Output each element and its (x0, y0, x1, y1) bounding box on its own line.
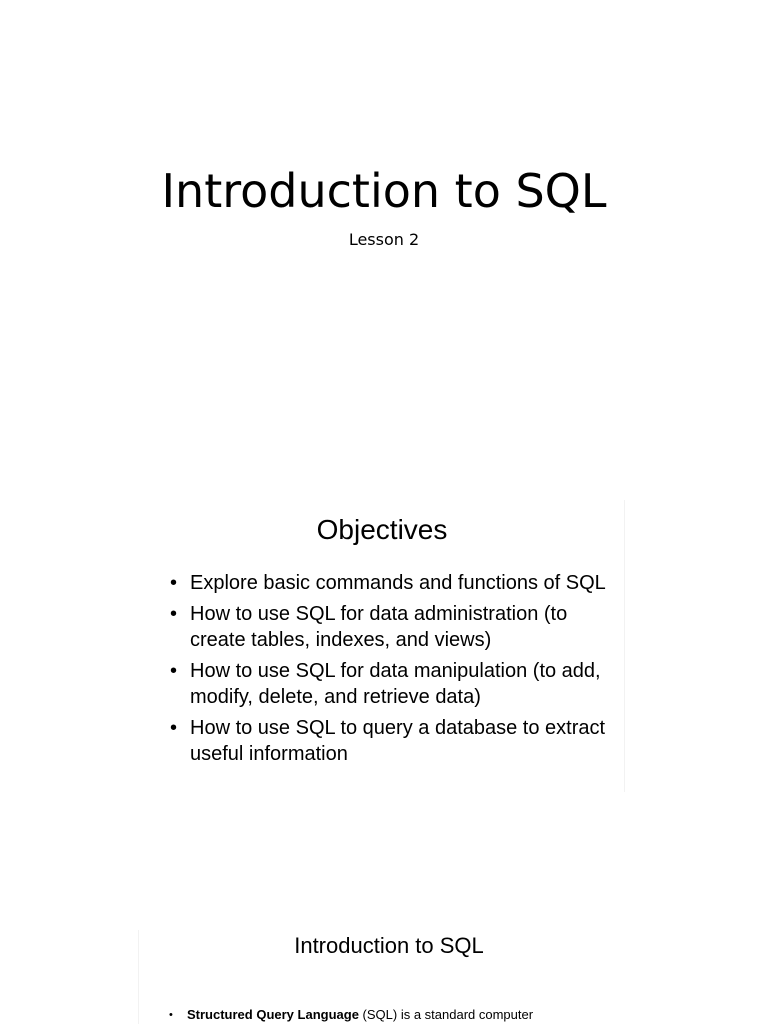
list-item-text: (SQL) is a standard computer (358, 1007, 534, 1022)
list-item-bold-text: Structured Query Language (187, 1007, 359, 1022)
bullet-icon: • (170, 572, 178, 594)
bullet-icon: • (170, 660, 178, 682)
list-item-text: How to use SQL for data administration (to create tables, indexes, and views) (190, 603, 568, 651)
list-item-text: Explore basic commands and functions of SQL (190, 572, 606, 594)
slide1-subtitle: Lesson 2 (348, 230, 420, 249)
bullet-icon: • (169, 1009, 173, 1021)
list-item (170, 601, 610, 653)
objectives-title: Objectives (316, 514, 448, 545)
intro-slide (138, 930, 639, 1024)
list-item-text: How to use SQL to query a database to extract useful information (190, 717, 606, 765)
list-item (170, 658, 610, 710)
objectives-list (170, 570, 610, 772)
bullet-icon: • (170, 603, 178, 625)
slide1-title: Introduction to SQL (161, 164, 607, 218)
list-item (169, 1006, 629, 1024)
bullet-icon: • (170, 717, 178, 739)
list-item (170, 570, 610, 596)
list-item-text: How to use SQL for data manipulation (to add, modify, delete, and retrieve data) (190, 660, 601, 708)
intro-title: Introduction to SQL (294, 933, 484, 958)
list-item (170, 715, 610, 767)
intro-list (169, 1006, 629, 1024)
objectives-slide (140, 500, 625, 792)
